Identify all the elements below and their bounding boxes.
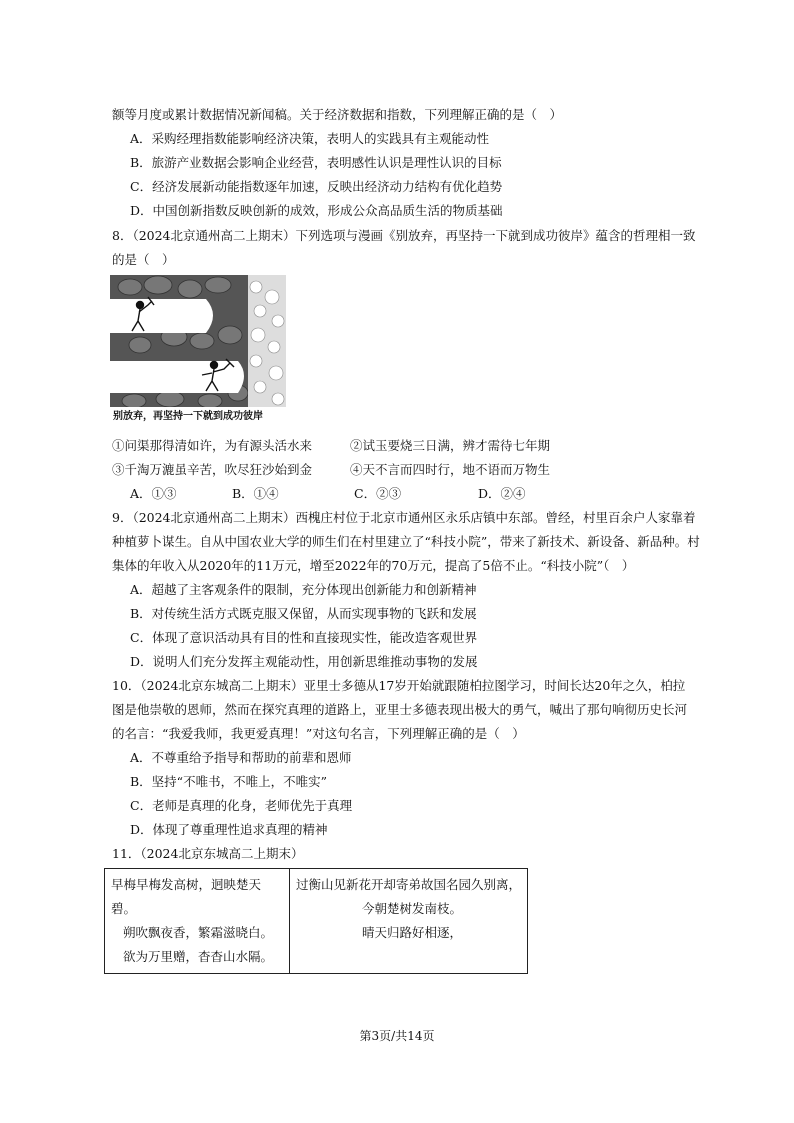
poem-left-line: 早梅早梅发高树，迥映楚天碧。 bbox=[111, 877, 262, 916]
q8-stem-line1: 8．（2024北京通州高二上期末）下列选项与漫画《别放弃，再坚持一下就到成功彼岸》蕴含的哲理相一致 bbox=[112, 228, 696, 243]
q10-option-c: C．老师是真理的化身，老师优先于真理 bbox=[130, 798, 353, 813]
q8-item-2: ②试玉要烧三日满，辨才需待七年期 bbox=[350, 438, 551, 453]
q8-stem-line2: 的是（ ） bbox=[112, 252, 175, 267]
poem-left-cell bbox=[105, 869, 290, 974]
cartoon-caption: 别放弃，再坚持一下就到成功彼岸 bbox=[113, 411, 263, 422]
q11-stem: 11．（2024北京东城高二上期末） bbox=[112, 846, 304, 861]
q9-stem-line1: 9．（2024北京通州高二上期末）西槐庄村位于北京市通州区永乐店镇中东部。曾经，村里百余户人家靠着 bbox=[112, 510, 696, 525]
q8-item-1: ①问渠那得清如许，为有源头活水来 bbox=[112, 438, 313, 453]
q8-option-b: B．①④ bbox=[232, 486, 279, 501]
q9-option-c: C．体现了意识活动具有目的性和直接现实性，能改造客观世界 bbox=[130, 630, 478, 645]
q7-option-b: B．旅游产业数据会影响企业经营，表明感性认识是理性认识的目标 bbox=[130, 155, 502, 170]
q9-option-a: A．超越了主客观条件的限制，充分体现出创新能力和创新精神 bbox=[130, 582, 477, 597]
q8-option-d: D．②④ bbox=[478, 486, 526, 501]
poem-right-line: 过衡山见新花开却寄弟故国名园久别离， bbox=[296, 877, 522, 892]
q10-stem-line2: 图是他崇敬的恩师，然而在探究真理的道路上，亚里士多德表现出极大的勇气，喊出了那句响彻历史长河 bbox=[112, 702, 688, 717]
page-footer: 第3页/共14页 bbox=[359, 1029, 435, 1043]
q8-option-a: A．①③ bbox=[130, 486, 177, 501]
q8-option-c: C．②③ bbox=[354, 486, 402, 501]
q10-option-d: D．体现了尊重理性追求真理的精神 bbox=[130, 822, 328, 837]
poem-table bbox=[104, 868, 528, 974]
poem-right-cell bbox=[290, 869, 528, 974]
q7-option-a: A．采购经理指数能影响经济决策，表明人的实践具有主观能动性 bbox=[130, 131, 490, 146]
q7-option-d: D．中国创新指数反映创新的成效，形成公众高品质生活的物质基础 bbox=[130, 203, 503, 218]
q7-option-c: C．经济发展新动能指数逐年加速，反映出经济动力结构有优化趋势 bbox=[130, 179, 503, 194]
q10-option-a: A．不尊重给予指导和帮助的前辈和恩师 bbox=[130, 750, 352, 765]
q8-item-4: ④天不言而四时行，地不语而万物生 bbox=[350, 462, 551, 477]
q9-stem-line3: 集体的年收入从2020年的11万元，增至2022年的70万元，提高了5倍不止。“科技小院”（ ） bbox=[112, 558, 635, 573]
q9-option-b: B．对传统生活方式既克服又保留，从而实现事物的飞跃和发展 bbox=[130, 606, 477, 621]
q9-option-d: D．说明人们充分发挥主观能动性，用创新思维推动事物的发展 bbox=[130, 654, 478, 669]
q10-stem-line1: 10．（2024北京东城高二上期末）亚里士多德从17岁开始就跟随柏拉图学习，时间长达20年之久，柏拉 bbox=[112, 678, 686, 693]
poem-left-line: 欲为万里赠，杳杳山水隔。 bbox=[123, 949, 274, 964]
q9-stem-line2: 种植萝卜谋生。自从中国农业大学的师生们在村里建立了“科技小院”，带来了新技术、新设备、新品种。村 bbox=[112, 534, 700, 549]
q7-stem-tail: 额等月度或累计数据情况新闻稿。关于经济数据和指数，下列理解正确的是（ ） bbox=[112, 107, 563, 122]
q10-option-b: B．坚持“不唯书，不唯上，不唯实” bbox=[130, 774, 327, 789]
poem-left-line: 朔吹飘夜香，繁霜滋晓白。 bbox=[123, 925, 274, 940]
q10-stem-line3: 的名言：“我爱我师，我更爱真理！”对这句名言，下列理解正确的是（ ） bbox=[112, 726, 525, 741]
poem-right-line: 晴天归路好相逐， bbox=[362, 925, 463, 940]
q8-item-3: ③千淘万漉虽辛苦，吹尽狂沙始到金 bbox=[112, 462, 313, 477]
poem-right-line: 今朝楚树发南枝。 bbox=[362, 901, 463, 916]
cartoon-image bbox=[110, 275, 286, 407]
